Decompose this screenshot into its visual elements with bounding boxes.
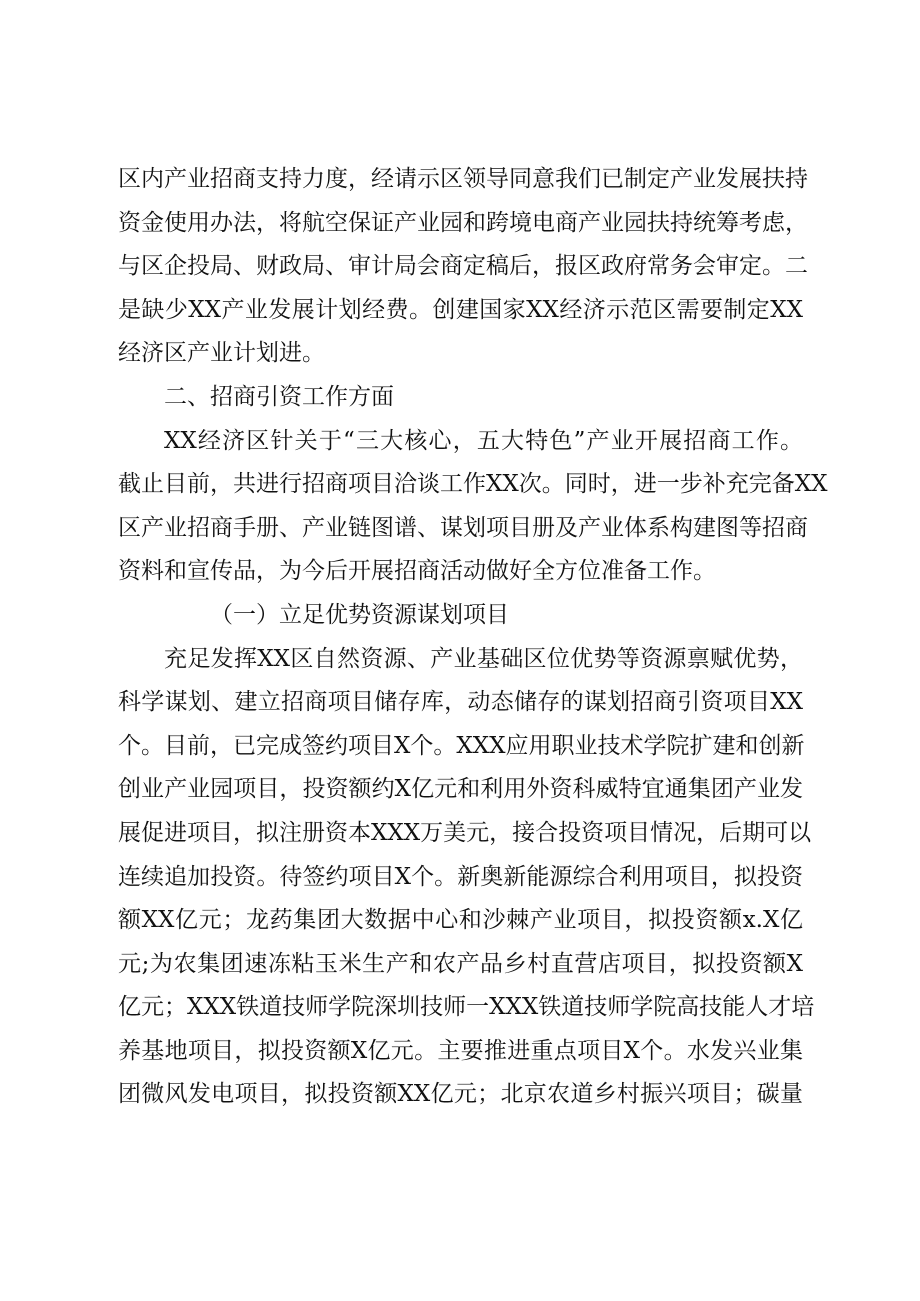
- subsection-heading-projects: [118, 594, 803, 638]
- text-line: 区产业招商手册、产业链图谱、谋划项目册及产业体系构建图等招商: [118, 514, 808, 541]
- subheading-text: （一）立足优势资源谋划项目: [210, 601, 509, 628]
- text-line: XX经济区针关于“三大核心，五大特色”产业开展招商工作。: [164, 427, 803, 454]
- paragraph-funding-issues: [118, 158, 808, 376]
- section-heading-investment: [118, 376, 803, 420]
- text-line: 展促进项目，拟注册资本XXX万美元，接合投资项目情况，后期可以: [118, 819, 812, 846]
- text-line: 科学谋划、建立招商项目储存库，动态储存的谋划招商引资项目XX: [118, 689, 803, 716]
- heading-text: 二、招商引资工作方面: [164, 383, 394, 410]
- text-line: 团微风发电项目，拟投资额XX亿元；北京农道乡村振兴项目；碳量: [118, 1081, 803, 1108]
- text-line: 资料和宣传品，为今后开展招商活动做好全方位准备工作。: [118, 558, 716, 585]
- text-line: 截止目前，共进行招商项目洽谈工作XX次。同时，进一步补充完备XX: [118, 471, 828, 498]
- text-line: 与区企投局、财政局、审计局会商定稿后，报区政府常务会审定。二: [118, 253, 808, 280]
- text-line: 区内产业招商支持力度，经请示区领导同意我们已制定产业发展扶持: [118, 166, 808, 192]
- text-line: 元;为农集团速冻粘玉米生产和农产品乡村直营店项目，拟投资额X: [118, 950, 803, 977]
- text-line: 连续追加投资。待签约项目X个。新奥新能源综合利用项目，拟投资: [118, 863, 803, 890]
- document-body: [118, 158, 828, 1117]
- paragraph-project-details: [118, 638, 815, 1118]
- text-line: 创业产业园项目，投资额约X亿元和利用外资科威特宜通集团产业发: [118, 776, 803, 803]
- text-line: 经济区产业计划进。: [118, 340, 325, 367]
- text-line: 亿元；XXX铁道技师学院深圳技师一XXX铁道技师学院高技能人才培: [118, 994, 815, 1021]
- text-line: 是缺少XX产业发展计划经费。创建国家XX经济示范区需要制定XX: [118, 296, 803, 323]
- text-line: 个。目前，已完成签约项目X个。XXX应用职业技术学院扩建和创新: [118, 732, 805, 759]
- text-line: 充足发挥XX区自然资源、产业基础区位优势等资源禀赋优势，: [164, 645, 803, 672]
- text-line: 养基地项目，拟投资额X亿元。主要推进重点项目X个。水发兴业集: [118, 1037, 803, 1064]
- paragraph-investment-overview: [118, 420, 828, 594]
- text-line: 资金使用办法，将航空保证产业园和跨境电商产业园扶持统筹考虑，: [118, 209, 808, 236]
- text-line: 额XX亿元；龙药集团大数据中心和沙棘产业项目，拟投资额x.X亿: [118, 907, 803, 934]
